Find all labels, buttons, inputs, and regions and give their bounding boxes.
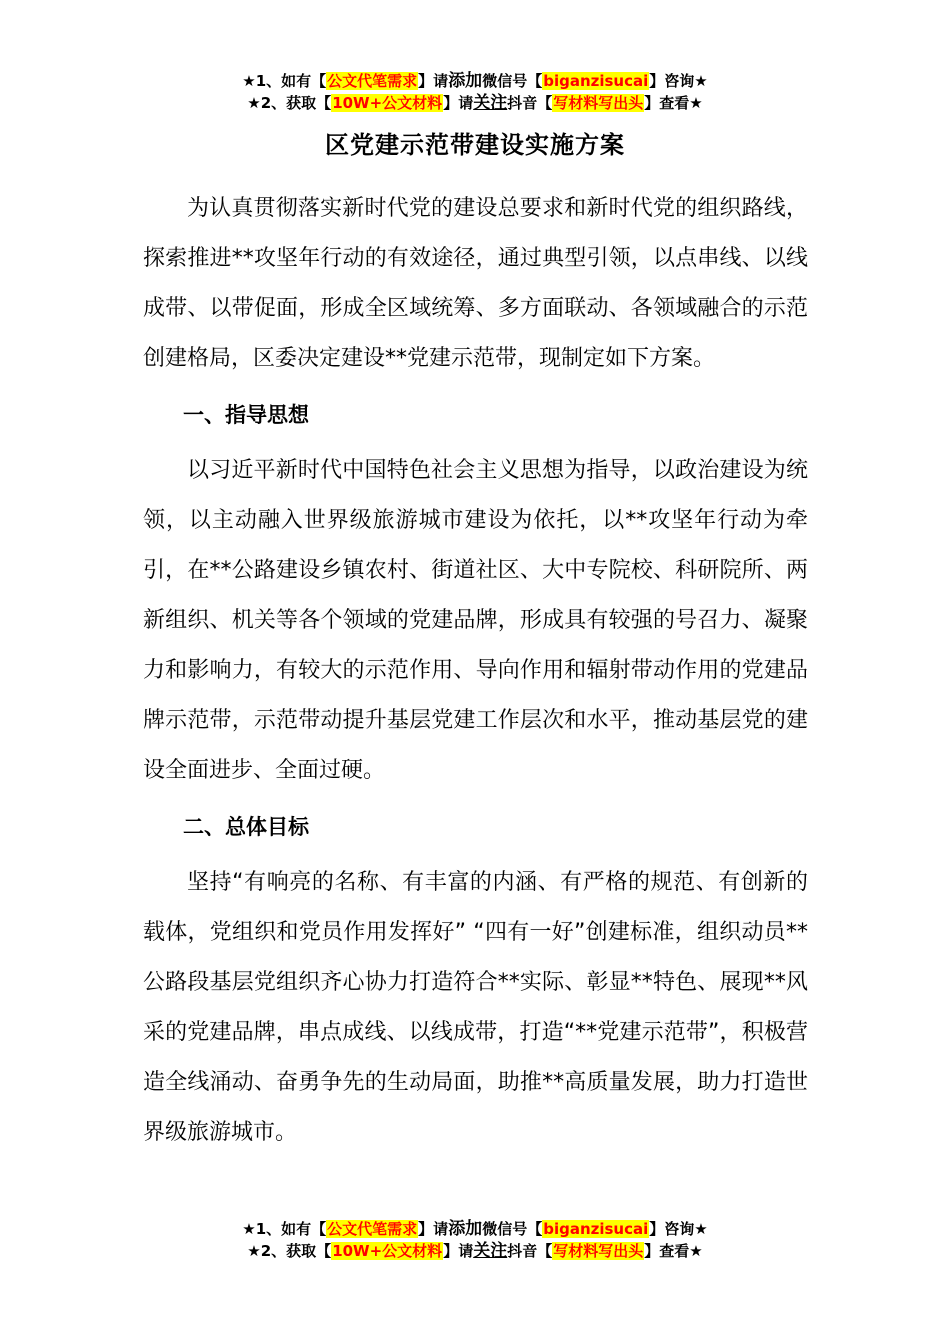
promo-highlight-wechat-id: biganzisucai <box>543 72 649 90</box>
promo-highlight-service: 公文代笔需求 <box>327 72 418 90</box>
promo-highlight-materials: 10W+公文材料 <box>332 94 443 112</box>
guiding-ideology-paragraph: 以习近平新时代中国特色社会主义思想为指导，以政治建设为统领，以主动融入世界级旅游城市建设为依托，以**攻坚年行动为牵引，在**公路建设乡镇农村、街道社区、大中专院校、科研院所、两新组织、机关等各个领域的党建品牌，形成具有较强的号召力、凝聚力和影响力，有较大的示范作用、导向作用和辐射带动作用的党建品牌示范带，示范带动提升基层党建工作层次和水平，推动基层党的建设全面进步、全面过硬。 <box>143 458 808 783</box>
promo-line-1 <box>0 70 950 92</box>
promo-text: ★1、如有【 <box>242 72 327 90</box>
section-heading-overall-goal: 二、总体目标 <box>183 815 309 839</box>
promo-text: 】请 <box>418 72 449 90</box>
overall-goal-paragraph: 坚持“有响亮的名称、有丰富的内涵、有严格的规范、有创新的载体，党组织和党员作用发挥好” “四有一好”创建标准，组织动员**公路段基层党组织齐心协力打造符合**实际、彰显**特色、展现**风采的党建品牌，串点成线、以线成带，打造“**党建示范带”，积极营造全线涌动、奋勇争先的生动局面，助推**高质量发展，助力打造世界级旅游城市。 <box>143 870 808 1145</box>
promo-footer <box>0 1218 950 1262</box>
promo-text: 】咨询★ <box>649 1220 708 1238</box>
promo-header <box>0 70 950 114</box>
promo-text: 抖音【 <box>507 1242 553 1260</box>
promo-text: 】请 <box>443 1242 474 1260</box>
promo-line-2 <box>0 92 950 114</box>
promo-text-emphasis: 关注 <box>473 1241 508 1261</box>
intro-paragraph: 为认真贯彻落实新时代党的建设总要求和新时代党的组织路线，探索推进**攻坚年行动的有效途径，通过典型引领，以点串线、以线成带、以带促面，形成全区域统筹、多方面联动、各领域融合的示范创建格局，区委决定建设**党建示范带，现制定如下方案。 <box>143 196 808 371</box>
promo-text-emphasis: 添加 <box>448 71 483 91</box>
promo-text: 微信号【 <box>482 1220 543 1238</box>
document-title: 区党建示范带建设实施方案 <box>325 131 625 159</box>
promo-text: 】查看★ <box>644 1242 703 1260</box>
promo-text: 】请 <box>443 94 474 112</box>
document-body <box>143 184 808 1158</box>
promo-text: 】查看★ <box>644 94 703 112</box>
promo-line-1 <box>0 1218 950 1240</box>
promo-text: ★2、获取【 <box>247 94 332 112</box>
promo-text: 微信号【 <box>482 72 543 90</box>
promo-highlight-service: 公文代笔需求 <box>327 1220 418 1238</box>
promo-line-2 <box>0 1240 950 1262</box>
promo-text-emphasis: 添加 <box>448 1219 483 1239</box>
promo-text: 抖音【 <box>507 94 553 112</box>
promo-text: ★2、获取【 <box>247 1242 332 1260</box>
section-heading-guiding-ideology: 一、指导思想 <box>183 403 309 427</box>
promo-text-emphasis: 关注 <box>473 93 508 113</box>
promo-highlight-wechat-id: biganzisucai <box>543 1220 649 1238</box>
promo-highlight-materials: 10W+公文材料 <box>332 1242 443 1260</box>
promo-text: ★1、如有【 <box>242 1220 327 1238</box>
promo-highlight-douyin-account: 写材料写出头 <box>553 94 644 112</box>
promo-text: 】咨询★ <box>649 72 708 90</box>
promo-highlight-douyin-account: 写材料写出头 <box>553 1242 644 1260</box>
promo-text: 】请 <box>418 1220 449 1238</box>
